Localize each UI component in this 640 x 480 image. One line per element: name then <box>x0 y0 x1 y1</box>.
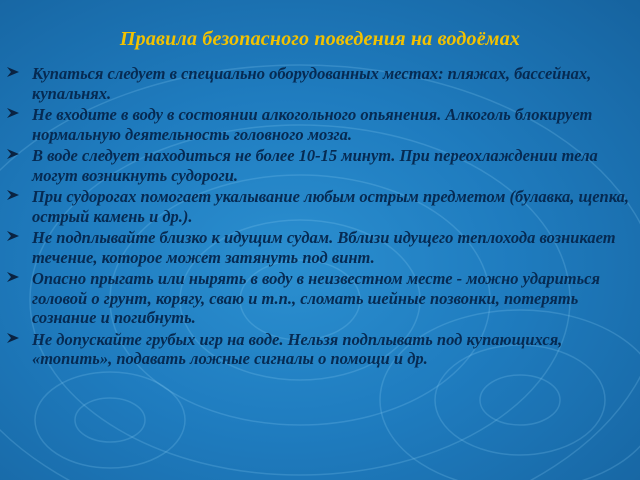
arrowhead-bullet-icon <box>6 229 20 243</box>
list-item-text: Не входите в воду в состоянии алкогольного опьянения. Алкоголь блокирует нормальную деятельность головного мозга. <box>32 105 593 144</box>
arrowhead-bullet-icon <box>6 188 20 202</box>
list-item <box>6 64 634 103</box>
arrowhead-bullet-icon <box>6 331 20 345</box>
arrowhead-bullet-icon <box>6 147 20 161</box>
list-item-text: При судорогах помогает укалывание любым острым предметом (булавка, щепка, острый камень и др.). <box>32 187 630 226</box>
slide-title: Правила безопасного поведения на водоёмах <box>119 28 521 50</box>
rules-list <box>6 64 634 371</box>
list-item <box>6 269 634 328</box>
list-item-text: Опасно прыгать или нырять в воду в неизвестном месте - можно удариться головой о грунт, корягу, сваю и т.п., сломать шейные позвонки, потерять сознание и погибнуть. <box>32 269 600 327</box>
list-item-text: В воде следует находиться не более 10-15 минут. При переохлаждении тела могут возникнуть судороги. <box>32 146 598 185</box>
list-item <box>6 146 634 185</box>
list-item <box>6 228 634 267</box>
arrowhead-bullet-icon <box>6 106 20 120</box>
list-item <box>6 187 634 226</box>
list-item-text: Не допускайте грубых игр на воде. Нельзя подплывать под купающихся, «топить», подавать ложные сигналы о помощи и др. <box>32 329 563 368</box>
arrowhead-bullet-icon <box>6 65 20 79</box>
list-item <box>6 105 634 144</box>
list-item-text: Не подплывайте близко к идущим судам. Вблизи идущего теплохода возникает течение, которое может затянуть под винт. <box>32 228 616 267</box>
list-item-text: Купаться следует в специально оборудованных местах: пляжах, бассейнах, купальнях. <box>32 64 592 103</box>
arrowhead-bullet-icon <box>6 270 20 284</box>
list-item <box>6 330 634 369</box>
